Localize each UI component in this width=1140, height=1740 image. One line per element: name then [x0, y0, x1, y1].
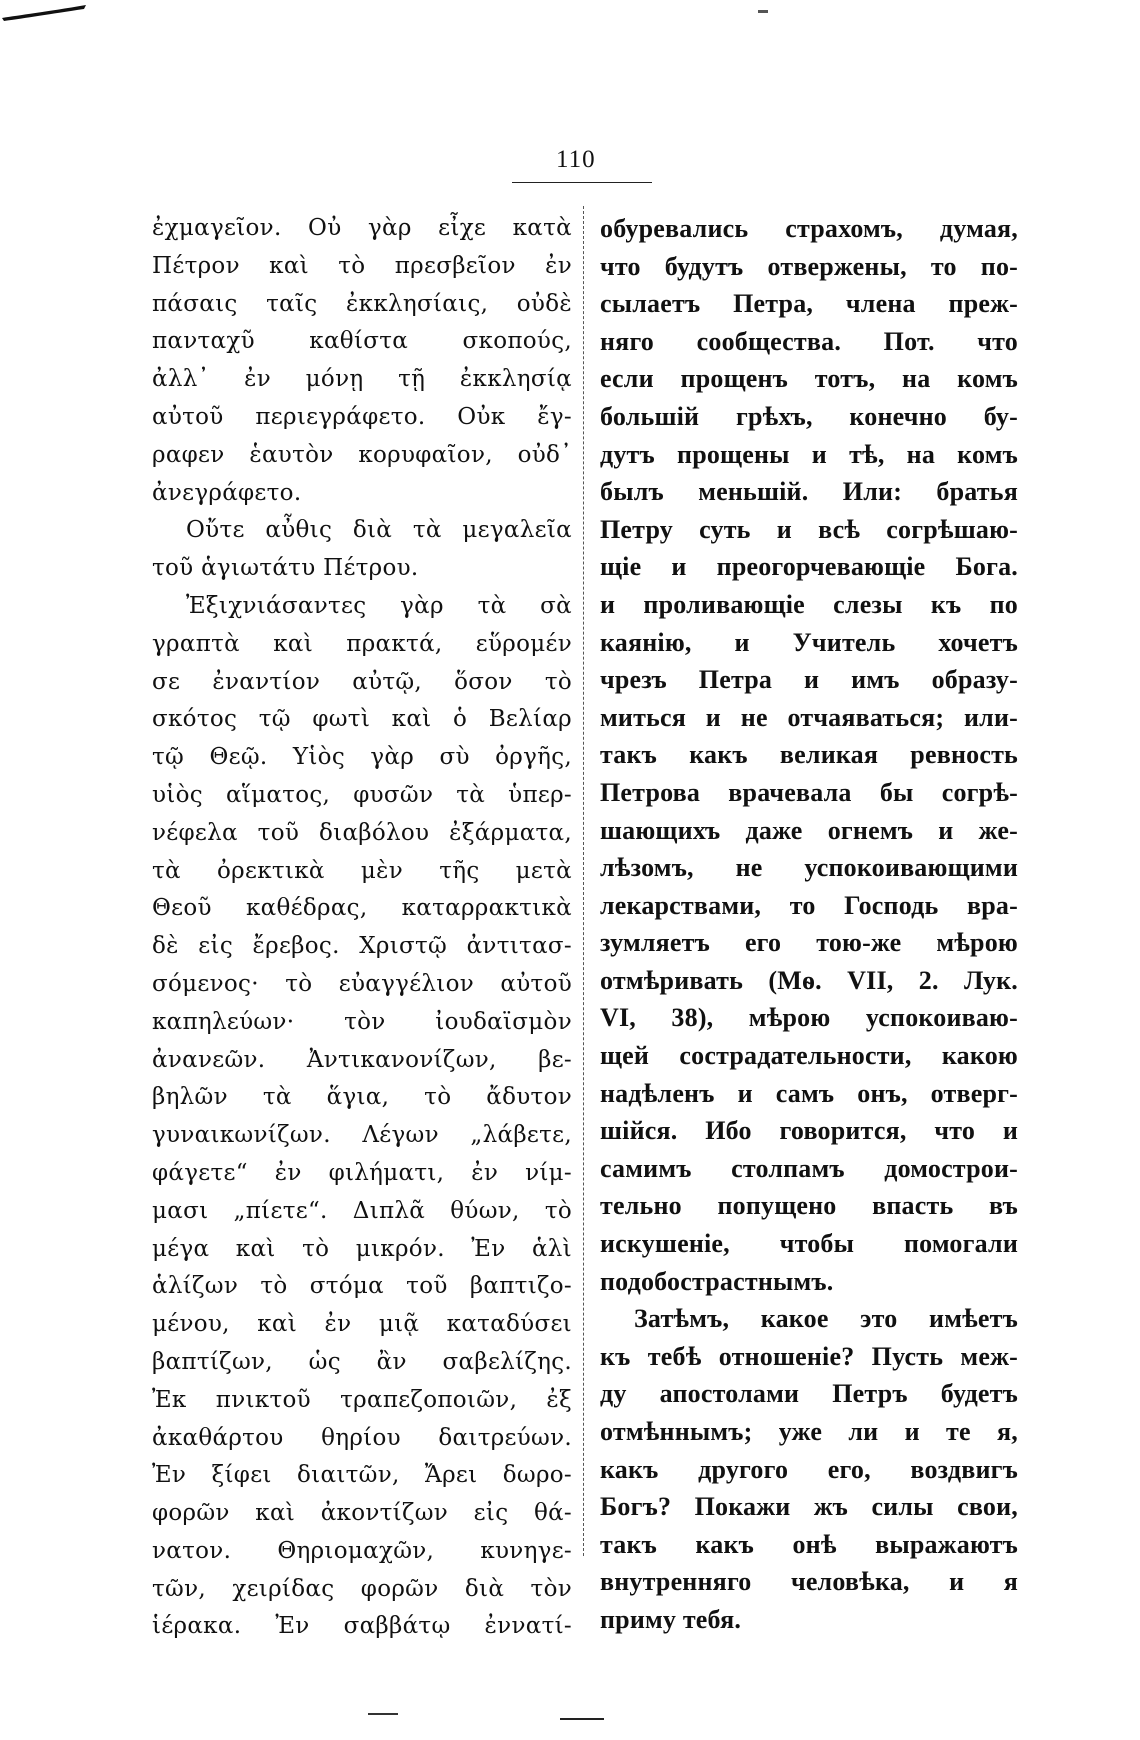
russian-line: VI, 38), мѣрою успокоиваю- — [600, 1003, 1018, 1033]
russian-line: щей сострадательности, какою — [600, 1041, 1018, 1071]
russian-line: если прощенъ тотъ, на комъ — [600, 364, 1018, 394]
russian-line: чрезъ Петра и имъ образу- — [600, 665, 1018, 695]
greek-line: δὲ εἰς ἔρεβος. Χριστῷ ἀντιτασ- — [152, 933, 572, 960]
greek-line: ἐχμαγεῖον. Οὐ γὰρ εἶχε κατὰ — [152, 215, 572, 241]
footer-dash — [368, 1713, 398, 1715]
russian-line: лѣзомъ, не успокоивающими — [600, 853, 1018, 883]
greek-line: τοῦ ἁγιωτάτυ Πέτρου. — [152, 555, 419, 582]
greek-line: σόμενος· τὸ εὐαγγέλιον αὐτοῦ — [152, 970, 572, 997]
top-ink-dash — [758, 10, 768, 13]
greek-line: φάγετε“ ἐν φιλήματι, ἐν νίμ- — [152, 1159, 572, 1186]
russian-line: обуревались страхомъ, думая, — [600, 214, 1018, 243]
greek-line: ἀλλ᾽ ἐν μόνῃ τῇ ἐκκλησίᾳ — [152, 366, 572, 393]
russian-line: подобострастнымъ. — [600, 1266, 834, 1296]
greek-line: Θεοῦ καθέδρας, καταρρακτικὰ — [152, 895, 572, 922]
corner-ink-stroke — [0, 2, 88, 24]
greek-line: πάσαις ταῖς ἐκκλησίαις, οὐδὲ — [152, 290, 572, 317]
russian-text-column — [600, 210, 1018, 1639]
russian-line: Петрова врачевала бы согрѣ- — [600, 777, 1018, 807]
greek-line: ἀνεγράφετο. — [152, 479, 302, 506]
greek-line: τῷ Θεῷ. Υἱὸς γὰρ σὺ ὀργῆς, — [152, 744, 572, 771]
russian-line: няго сообщества. Пот. что — [600, 326, 1018, 356]
header-rule — [512, 182, 652, 183]
footer-rule — [560, 1718, 604, 1720]
greek-line: βαπτίζων, ὡς ἂν σαβελίζης. — [152, 1348, 572, 1375]
russian-line: лекарствами, то Господь вра- — [600, 890, 1018, 920]
russian-line: шійся. Ибо говорится, что и — [600, 1116, 1018, 1146]
russian-line: отмѣривать (Мѳ. VII, 2. Лук. — [600, 965, 1018, 995]
greek-text-column — [152, 210, 572, 1646]
russian-line: Богъ? Покажи жъ силы свои, — [600, 1492, 1018, 1522]
greek-line: ἀκαθάρτου θηρίου δαιτρεύων. — [152, 1424, 572, 1451]
greek-line: πανταχῦ καθίστα σκοπούς, — [152, 328, 572, 355]
greek-line: Ἐκ πνικτοῦ τραπεζοποιῶν, ἐξ — [152, 1386, 572, 1413]
russian-line: къ тебѣ отношеніе? Пусть меж- — [600, 1341, 1018, 1371]
russian-line: искушеніе, чтобы помогали — [600, 1229, 1018, 1259]
russian-line: такъ какъ великая ревность — [600, 740, 1018, 770]
russian-line: такъ какъ онѣ выражаютъ — [600, 1529, 1018, 1559]
column-divider — [583, 206, 584, 1556]
russian-line: былъ меньшій. Или: братья — [600, 477, 1018, 507]
russian-line: миться и не отчаяваться; или- — [600, 702, 1018, 732]
greek-line: καπηλεύων· τὸν ἰουδαϊσμὸν — [152, 1008, 572, 1035]
greek-line: ραφεν ἑαυτὸν κορυφαῖον, οὐδ᾽ — [152, 441, 572, 468]
russian-line: тельно попущено впасть въ — [600, 1191, 1018, 1221]
greek-line: βηλῶν τὰ ἅγια, τὸ ἄδυτον — [152, 1084, 572, 1111]
russian-line: отмѣннымъ; уже ли и те я, — [600, 1417, 1018, 1446]
greek-line: μασι „πίετε“. Διπλᾶ θύων, τὸ — [152, 1197, 572, 1224]
russian-line: ду апостолами Петръ будетъ — [600, 1379, 1018, 1409]
russian-line: шающихъ даже огнемъ и же- — [600, 815, 1018, 845]
greek-line: Ἐν ξίφει διαιτῶν, Ἄρει δωρο- — [152, 1462, 572, 1489]
russian-line: зумляетъ его тою-же мѣрою — [600, 928, 1018, 958]
russian-line: внутренняго человѣка, и я — [600, 1567, 1018, 1597]
russian-line: какъ другого его, воздвигъ — [600, 1454, 1018, 1484]
greek-line: νατον. Θηριομαχῶν, κυνηγε- — [152, 1537, 572, 1564]
greek-line: Πέτρον καὶ τὸ πρεσβεῖον ἐν — [152, 252, 572, 279]
greek-line: σκότος τῷ φωτὶ καὶ ὁ Βελίαρ — [152, 706, 572, 733]
greek-line: μέγα καὶ τὸ μικρόν. Ἐν ἁλὶ — [152, 1235, 572, 1262]
greek-line: νέφελα τοῦ διαβόλου ἐξάρματα, — [152, 819, 572, 846]
greek-line: Ἐξιχνιάσαντες γὰρ τὰ σὰ — [186, 592, 572, 619]
page-number: 110 — [556, 146, 596, 173]
greek-line: υἱὸς αἵματος, φυσῶν τὰ ὑπερ- — [152, 781, 572, 808]
greek-line: γραπτὰ καὶ πρακτά, εὕρομέν — [152, 630, 572, 657]
greek-line: αὐτοῦ περιεγράφετο. Οὐκ ἔγ- — [152, 403, 572, 430]
greek-line: τὰ ὀρεκτικὰ μὲν τῆς μετὰ — [152, 857, 572, 884]
greek-line: γυναικωνίζων. Λέγων „λάβετε, — [152, 1122, 572, 1149]
russian-line: большій грѣхъ, конечно бу- — [600, 401, 1018, 431]
greek-line: φορῶν καὶ ἀκοντίζων εἰς θά- — [152, 1500, 572, 1527]
russian-line: надѣленъ и самъ онъ, отверг- — [600, 1078, 1018, 1108]
greek-line: ἀνανεῶν. Ἀντικανονίζων, βε- — [152, 1046, 572, 1073]
russian-line: что будутъ отвержены, то по- — [600, 251, 1018, 281]
russian-line: и проливающіе слезы къ по — [600, 589, 1018, 619]
russian-line: Затѣмъ, какое это имѣетъ — [634, 1304, 1018, 1334]
greek-line: Οὔτε αὖθις διὰ τὰ μεγαλεῖα — [186, 517, 572, 544]
russian-line: щіе и преогорчевающіе Бога. — [600, 552, 1018, 582]
greek-line: ἱέρακα. Ἐν σαββάτῳ ἐννατί- — [152, 1613, 572, 1640]
russian-line: дутъ прощены и тѣ, на комъ — [600, 439, 1018, 469]
russian-line: самимъ столпамъ домострои- — [600, 1153, 1018, 1183]
russian-line: сылаетъ Петра, члена преж- — [600, 289, 1018, 319]
greek-line: μένου, καὶ ἐν μιᾷ καταδύσει — [152, 1311, 572, 1338]
russian-line: каянію, и Учитель хочетъ — [600, 627, 1018, 657]
russian-line: приму тебя. — [600, 1604, 742, 1634]
greek-line: τῶν, χειρίδας φορῶν διὰ τὸν — [152, 1575, 572, 1602]
russian-line: Петру суть и всѣ согрѣшаю- — [600, 514, 1018, 544]
greek-line: σε ἐναντίον αὐτῷ, ὅσον τὸ — [152, 668, 572, 695]
greek-line: ἁλίζων τὸ στόμα τοῦ βαπτιζο- — [152, 1273, 572, 1300]
